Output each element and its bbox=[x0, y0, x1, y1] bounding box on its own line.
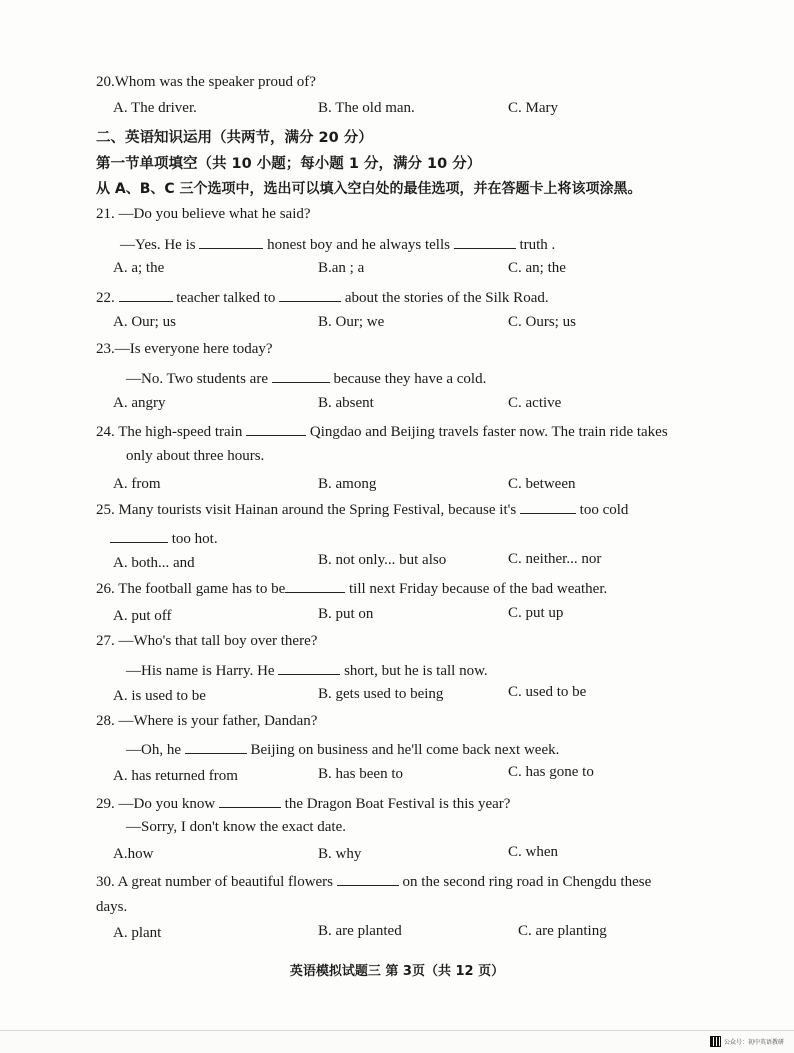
q25-option-b: B. not only... but also bbox=[318, 552, 447, 568]
q30-option-b: B. are planted bbox=[318, 923, 402, 939]
q23-stem: 23.—Is everyone here today? bbox=[96, 341, 273, 357]
answer-blank bbox=[246, 421, 306, 436]
q28-stem: 28. —Where is your father, Dandan? bbox=[96, 713, 318, 729]
q26-stem-part1: 26. The football game has to be bbox=[96, 581, 286, 597]
answer-blank bbox=[337, 871, 399, 886]
answer-blank bbox=[279, 287, 341, 302]
section-heading: 二、英语知识运用（共两节，满分 20 分） bbox=[96, 130, 373, 146]
instruction-text: 从 A、B、C 三个选项中，选出可以填入空白处的最佳选项，并在答题卡上将该项涂黑。 bbox=[96, 181, 642, 197]
page-divider bbox=[0, 1030, 794, 1031]
q27-reply bbox=[126, 660, 488, 680]
q20-stem: 20.Whom was the speaker proud of? bbox=[96, 74, 316, 90]
q23-reply-part1: —No. Two students are bbox=[126, 371, 268, 387]
q29-stem bbox=[96, 793, 510, 813]
q25-stem-part3: too cold bbox=[579, 502, 629, 518]
q25-stem bbox=[96, 499, 628, 519]
q28-option-a: A. has returned from bbox=[113, 768, 238, 784]
q23-option-a: A. angry bbox=[113, 395, 166, 411]
q22-option-a: A. Our; us bbox=[113, 314, 176, 330]
q22-option-b: B. Our; we bbox=[318, 314, 385, 330]
q20-option-b: B. The old man. bbox=[318, 100, 415, 116]
q26-option-c: C. put up bbox=[508, 605, 564, 621]
q23-option-c: C. active bbox=[508, 395, 562, 411]
q24-option-c: C. between bbox=[508, 476, 576, 492]
answer-blank bbox=[520, 499, 576, 514]
q22-stem bbox=[96, 287, 549, 307]
watermark-badge bbox=[710, 1036, 784, 1047]
q27-stem: 27. —Who's that tall boy over there? bbox=[96, 633, 318, 649]
q29-reply: —Sorry, I don't know the exact date. bbox=[126, 819, 347, 835]
q29-stem-part2: the Dragon Boat Festival is this year? bbox=[284, 796, 511, 812]
q22-stem-part2: about the stories of the Silk Road. bbox=[344, 290, 549, 306]
q24-stem-part2: Qingdao and Beijing travels faster now. The train ride takes bbox=[309, 424, 668, 440]
q21-option-a: A. a; the bbox=[113, 260, 165, 276]
q29-stem-part1: 29. —Do you know bbox=[96, 796, 216, 812]
q26-option-b: B. put on bbox=[318, 606, 374, 622]
q29-option-b: B. why bbox=[318, 846, 362, 862]
q30-option-a: A. plant bbox=[113, 925, 162, 941]
answer-blank bbox=[278, 660, 340, 675]
q24-stem-line2: only about three hours. bbox=[126, 448, 265, 464]
answer-blank bbox=[110, 528, 168, 543]
page-footer: 英语模拟试题三 第 3页（共 12 页） bbox=[289, 964, 505, 979]
q21-reply-part2: honest boy and he always tells bbox=[267, 237, 450, 253]
q27-option-a: A. is used to be bbox=[113, 688, 206, 704]
q26-stem bbox=[96, 578, 607, 598]
subsection-heading: 第一节单项填空（共 10 小题；每小题 1 分，满分 10 分） bbox=[96, 156, 482, 172]
q30-stem-part1: 30. A great number of beautiful flowers bbox=[96, 874, 334, 890]
q26-option-a: A. put off bbox=[113, 608, 172, 624]
q24-option-a: A. from bbox=[113, 476, 161, 492]
answer-blank bbox=[285, 578, 345, 593]
q25-option-a: A. both... and bbox=[113, 555, 195, 571]
q25-stem-part1: 25. Many tourists visit Hainan around the Spring Festival, bbox=[96, 502, 445, 518]
q29-option-c: C. when bbox=[508, 844, 558, 860]
q27-option-b: B. gets used to being bbox=[318, 686, 444, 702]
q23-reply bbox=[126, 368, 486, 388]
q29-option-a: A.how bbox=[113, 846, 154, 862]
q22-number: 22. bbox=[96, 290, 115, 306]
q28-option-b: B. has been to bbox=[318, 766, 403, 782]
answer-blank bbox=[185, 739, 247, 754]
q23-option-b: B. absent bbox=[318, 395, 374, 411]
answer-blank bbox=[199, 234, 263, 249]
q24-stem bbox=[96, 421, 668, 441]
q27-option-c: C. used to be bbox=[508, 684, 587, 700]
q21-stem: 21. —Do you believe what he said? bbox=[96, 206, 311, 222]
qr-code-icon bbox=[710, 1036, 721, 1047]
q21-reply-part1: —Yes. He is bbox=[120, 237, 196, 253]
answer-blank bbox=[119, 287, 173, 302]
watermark-text: 公众号：初中英语教研 bbox=[723, 1039, 784, 1046]
q30-stem-line2: days. bbox=[96, 899, 128, 915]
answer-blank bbox=[219, 793, 281, 808]
q22-stem-part1: teacher talked to bbox=[176, 290, 276, 306]
q27-reply-part1: —His name is Harry. He bbox=[126, 663, 275, 679]
q28-reply bbox=[126, 739, 559, 759]
q24-stem-part1: 24. The high-speed train bbox=[96, 424, 243, 440]
q27-reply-part2: short, but he is tall now. bbox=[344, 663, 488, 679]
q25-stem-part2: because it's bbox=[448, 502, 517, 518]
answer-blank bbox=[272, 368, 330, 383]
q30-stem bbox=[96, 871, 651, 891]
q21-option-c: C. an; the bbox=[508, 260, 566, 276]
q28-reply-part1: —Oh, he bbox=[126, 742, 181, 758]
q20-option-a: A. The driver. bbox=[113, 100, 197, 116]
q25-stem-line2 bbox=[110, 528, 218, 548]
q21-reply-part3: truth . bbox=[519, 237, 556, 253]
answer-blank bbox=[454, 234, 516, 249]
q28-option-c: C. has gone to bbox=[508, 764, 594, 780]
q30-option-c: C. are planting bbox=[518, 923, 607, 939]
q20-option-c: C. Mary bbox=[508, 100, 558, 116]
q24-option-b: B. among bbox=[318, 476, 377, 492]
q22-option-c: C. Ours; us bbox=[508, 314, 576, 330]
q21-option-b: B.an ; a bbox=[318, 260, 365, 276]
q28-reply-part2: Beijing on business and he'll come back next week. bbox=[250, 742, 560, 758]
q25-stem-line2-text: too hot. bbox=[171, 531, 218, 547]
q25-option-c: C. neither... nor bbox=[508, 551, 602, 567]
q26-stem-part2: till next Friday because of the bad weather. bbox=[349, 581, 608, 597]
q23-reply-part2: because they have a cold. bbox=[333, 371, 487, 387]
q30-stem-part2: on the second ring road in Chengdu these bbox=[402, 874, 652, 890]
q21-reply bbox=[120, 234, 555, 254]
